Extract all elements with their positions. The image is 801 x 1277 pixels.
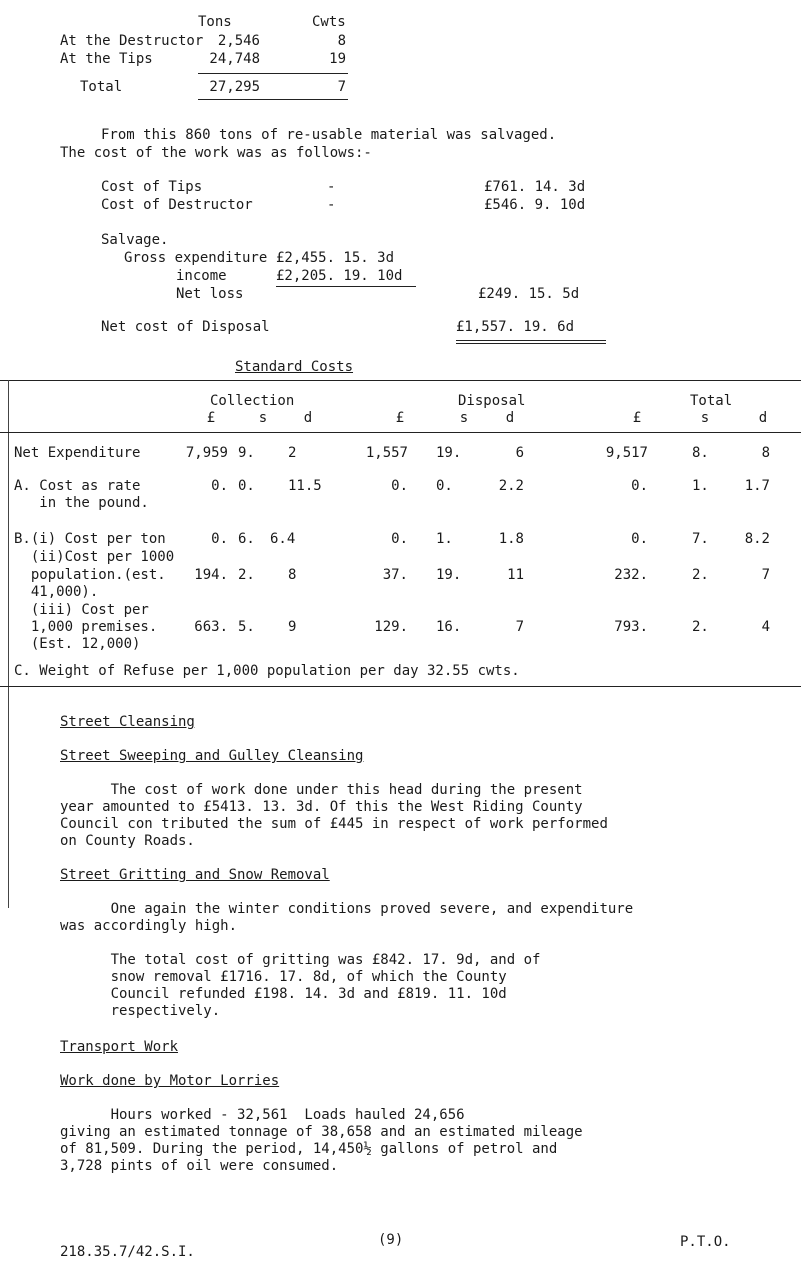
row-label: B.(i) Cost per ton xyxy=(14,531,166,547)
summary-row-cwts: 19 xyxy=(329,51,346,67)
cost-label: Cost of Destructor xyxy=(101,197,253,213)
summary-total-rule-top xyxy=(198,73,348,74)
disposal-pounds: 37. xyxy=(382,567,408,583)
cwts-header: Cwts xyxy=(312,14,346,30)
net-cost-rule-1 xyxy=(456,340,606,341)
unit-header: £ xyxy=(632,410,642,426)
disposal-shillings: 0. xyxy=(436,478,453,494)
row-label: A. Cost as rate xyxy=(14,478,141,494)
total-pounds: 232. xyxy=(614,567,648,583)
total-pence: 4 xyxy=(761,619,770,635)
row-label: (iii) Cost per xyxy=(14,602,149,618)
summary-row-tons: 2,546 xyxy=(217,33,260,49)
disposal-pence: 7 xyxy=(515,619,524,635)
net-cost-amount: £1,557. 19. 6d xyxy=(456,319,575,335)
cost-amount: £546. 9. 10d xyxy=(484,197,586,213)
collection-shillings: 9. xyxy=(238,445,255,461)
disposal-pounds: 0. xyxy=(391,478,408,494)
unit-header: £ xyxy=(206,410,216,426)
standard-costs-title: Standard Costs xyxy=(235,359,354,375)
collection-shillings: 5. xyxy=(238,619,255,635)
row-label-cont: 1,000 premises. xyxy=(14,619,158,635)
table-bottom-rule xyxy=(0,686,801,687)
unit-header: s xyxy=(459,410,469,426)
disposal-pounds: 0. xyxy=(391,531,408,547)
summary-row-tons: 24,748 xyxy=(209,51,260,67)
collection-pounds: 7,959 xyxy=(185,445,228,461)
income-rule xyxy=(276,286,416,287)
collection-pounds: 0. xyxy=(211,478,228,494)
disposal-shillings: 1. xyxy=(436,531,453,547)
disposal-shillings: 19. xyxy=(436,567,462,583)
unit-header: s xyxy=(258,410,268,426)
transport-paragraph: Hours worked - 32,561 Loads hauled 24,656 giving an estimated tonnage of 38,658 and an estimated mileage of 81,509. During the period, 14,450½ gallons of petrol and 3,728 pints of oil were consumed. xyxy=(60,1107,583,1174)
summary-total-tons: 27,295 xyxy=(209,79,260,95)
net-loss-amount: £249. 15. 5d xyxy=(478,286,580,302)
row-label-cont: 41,000). xyxy=(14,584,99,600)
net-cost-label: Net cost of Disposal xyxy=(101,319,270,335)
collection-shillings: 2. xyxy=(238,567,255,583)
left-margin-line xyxy=(8,380,9,908)
collection-pounds: 194. xyxy=(194,567,228,583)
cost-dash: - xyxy=(327,179,336,195)
row-label: Net Expenditure xyxy=(14,445,141,461)
cost-dash: - xyxy=(327,197,336,213)
summary-total-rule-bottom xyxy=(198,99,348,100)
footer-reference: 218.35.7/42.S.I. xyxy=(60,1244,195,1260)
total-pounds: 9,517 xyxy=(605,445,648,461)
disposal-pounds: 1,557 xyxy=(365,445,408,461)
collection-shillings: 6. xyxy=(238,531,255,547)
collection-pence: 6.4 xyxy=(270,531,296,547)
disposal-header: Disposal xyxy=(458,393,526,409)
collection-pounds: 663. xyxy=(194,619,228,635)
row-label-cont: population.(est. xyxy=(14,567,166,583)
collection-header: Collection xyxy=(210,393,295,409)
collection-pounds: 0. xyxy=(211,531,228,547)
disposal-pence: 2.2 xyxy=(498,478,524,494)
collection-pence: 11.5 xyxy=(288,478,322,494)
total-shillings: 1. xyxy=(692,478,709,494)
cost-amount: £761. 14. 3d xyxy=(484,179,586,195)
disposal-shillings: 16. xyxy=(436,619,462,635)
net-loss-label: Net loss xyxy=(176,286,244,302)
transport-title: Transport Work xyxy=(60,1039,179,1055)
row-label-cont: (Est. 12,000) xyxy=(14,636,141,652)
motor-lorries-title: Work done by Motor Lorries xyxy=(60,1073,280,1089)
cost-label: Cost of Tips xyxy=(101,179,203,195)
unit-header: d xyxy=(505,410,515,426)
page-number: (9) xyxy=(378,1232,404,1248)
cost-intro: The cost of the work was as follows:- xyxy=(60,145,372,161)
income-amount: £2,205. 19. 10d xyxy=(276,268,403,284)
summary-total-cwts: 7 xyxy=(337,79,346,95)
disposal-pence: 6 xyxy=(515,445,524,461)
disposal-pence: 1.8 xyxy=(498,531,524,547)
total-pounds: 793. xyxy=(614,619,648,635)
unit-header: d xyxy=(758,410,768,426)
unit-header: d xyxy=(303,410,313,426)
summary-row-label: At the Tips xyxy=(60,51,153,67)
disposal-shillings: 19. xyxy=(436,445,462,461)
pto-note: P.T.O. xyxy=(680,1234,731,1250)
salvage-sentence: From this 860 tons of re-usable material was salvaged. xyxy=(101,127,557,143)
header-rule xyxy=(0,432,801,433)
total-shillings: 8. xyxy=(692,445,709,461)
disposal-pence: 11 xyxy=(507,567,524,583)
summary-row-label: At the Destructor xyxy=(60,33,204,49)
total-pence: 8.2 xyxy=(744,531,770,547)
disposal-pounds: 129. xyxy=(374,619,408,635)
street-sweeping-title: Street Sweeping and Gulley Cleansing xyxy=(60,748,364,764)
total-shillings: 2. xyxy=(692,567,709,583)
total-pence: 8 xyxy=(761,445,770,461)
tons-header: Tons xyxy=(198,14,232,30)
street-sweeping-paragraph: The cost of work done under this head during the present year amounted to £5413. 13. 3d. Of this the West Riding County Council con tributed the sum of £445 in respect of work performed on County Roads. xyxy=(60,782,608,849)
gross-expenditure-amount: £2,455. 15. 3d xyxy=(276,250,395,266)
row-label: (ii)Cost per 1000 xyxy=(14,549,175,565)
weight-line: C. Weight of Refuse per 1,000 population per day 32.55 cwts. xyxy=(14,663,520,679)
collection-pence: 9 xyxy=(288,619,297,635)
collection-pence: 8 xyxy=(288,567,297,583)
total-pence: 1.7 xyxy=(744,478,770,494)
street-cleansing-title: Street Cleansing xyxy=(60,714,195,730)
gritting-title: Street Gritting and Snow Removal xyxy=(60,867,330,883)
net-cost-rule-2 xyxy=(456,343,606,344)
total-shillings: 7. xyxy=(692,531,709,547)
unit-header: s xyxy=(700,410,710,426)
summary-total-label: Total xyxy=(80,79,123,95)
row-label-cont: in the pound. xyxy=(14,495,149,511)
income-label: income xyxy=(176,268,227,284)
total-pounds: 0. xyxy=(631,531,648,547)
collection-pence: 2 xyxy=(288,445,297,461)
collection-shillings: 0. xyxy=(238,478,255,494)
total-shillings: 2. xyxy=(692,619,709,635)
salvage-heading: Salvage. xyxy=(101,232,169,248)
total-header: Total xyxy=(690,393,733,409)
table-top-rule xyxy=(0,380,801,381)
total-pence: 7 xyxy=(761,567,770,583)
total-pounds: 0. xyxy=(631,478,648,494)
unit-header: £ xyxy=(395,410,405,426)
gritting-paragraph-1: One again the winter conditions proved severe, and expenditure was accordingly high. xyxy=(60,901,634,934)
summary-row-cwts: 8 xyxy=(337,33,346,49)
gritting-paragraph-2: The total cost of gritting was £842. 17. 9d, and of snow removal £1716. 17. 8d, of which the County Council refunded £198. 14. 3d and £819. 11. 10d respectively. xyxy=(110,952,541,1019)
gross-expenditure-label: Gross expenditure xyxy=(124,250,268,266)
